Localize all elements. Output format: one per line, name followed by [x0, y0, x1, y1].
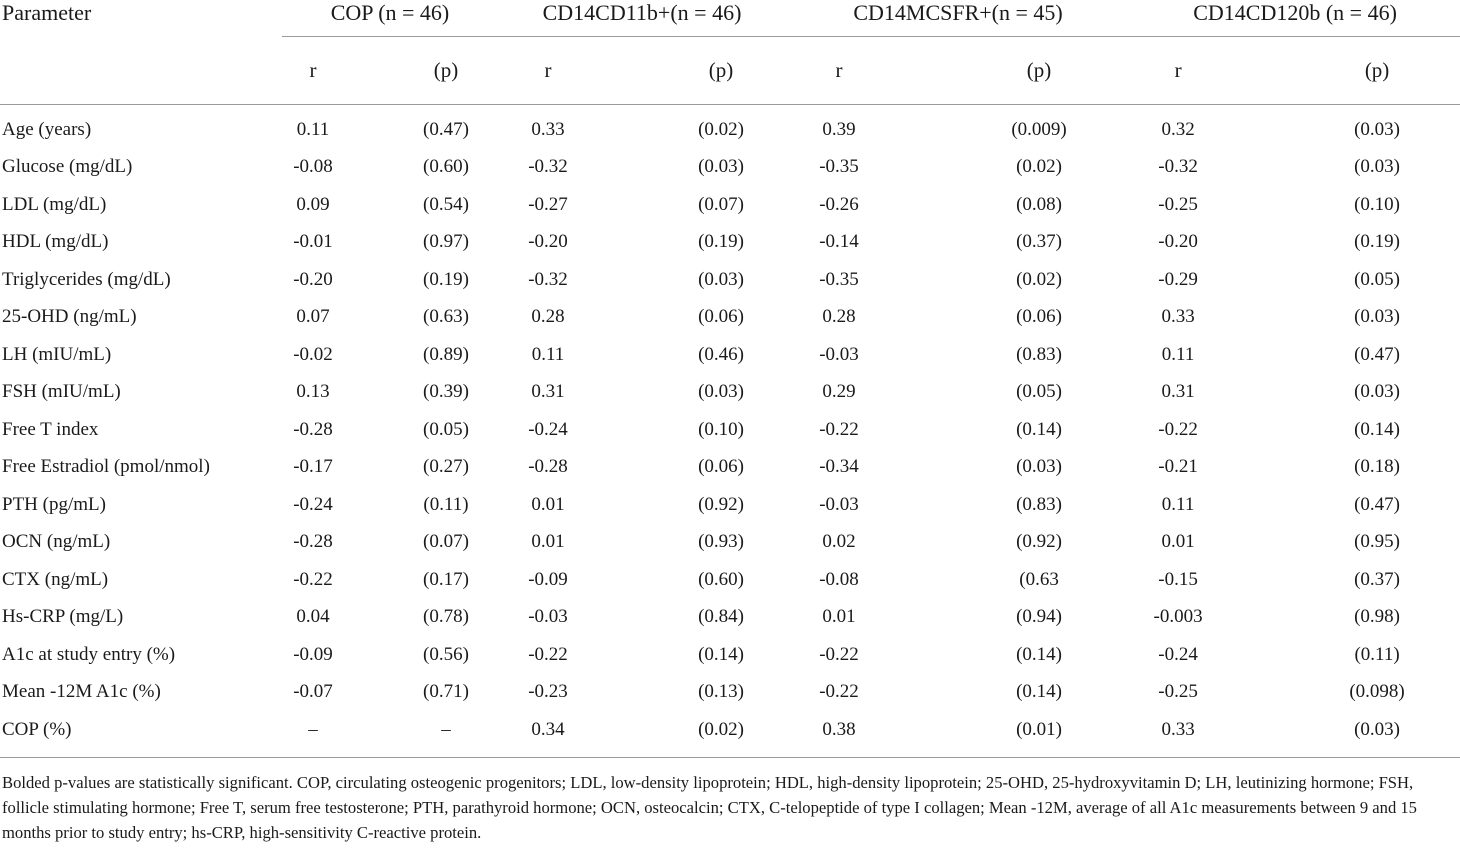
p-value: (0.93) [698, 531, 744, 553]
p-value: (0.02) [1016, 156, 1062, 178]
p-value: (0.14) [1016, 418, 1062, 440]
group-header-cd14cd11b [498, 0, 786, 36]
p-value: (0.01) [1016, 718, 1062, 740]
r-value: -0.24 [293, 493, 333, 515]
r-value: -0.22 [819, 681, 859, 703]
r-value: -0.02 [293, 343, 333, 365]
r-value: 0.04 [296, 606, 330, 628]
r-value: -0.17 [293, 456, 333, 478]
subheader-p: (p) [1026, 57, 1052, 82]
r-value: -0.24 [1158, 643, 1198, 665]
row-label: FSH (mIU/mL) [2, 381, 121, 403]
r-value: -0.32 [528, 156, 568, 178]
p-value: (0.10) [1354, 193, 1401, 215]
p-value: (0.02) [698, 118, 744, 140]
p-value: (0.46) [698, 343, 744, 365]
subheader-r: r [835, 57, 843, 82]
p-value: (0.98) [1354, 606, 1401, 628]
p-value: (0.14) [1016, 681, 1062, 703]
p-value: (0.07) [423, 531, 469, 553]
row-label: COP (%) [2, 718, 72, 740]
parameter-header: Parameter [2, 0, 92, 25]
r-value: -0.22 [819, 418, 859, 440]
p-value: (0.19) [1354, 231, 1401, 253]
r-value: -0.34 [819, 456, 859, 478]
r-value: 0.33 [1161, 306, 1195, 328]
r-value: -0.32 [528, 268, 568, 290]
r-value: -0.15 [1158, 568, 1198, 590]
r-value: 0.09 [296, 193, 330, 215]
p-value: (0.009) [1011, 118, 1067, 140]
p-value: (0.11) [1354, 643, 1400, 665]
p-value: (0.47) [1354, 493, 1401, 515]
r-value: 0.11 [296, 118, 330, 140]
r-value: -0.22 [293, 568, 333, 590]
group-title: CD14MCSFR+(n = 45) [853, 0, 1063, 25]
r-value: -0.20 [1158, 231, 1198, 253]
r-value: 0.01 [531, 531, 565, 553]
p-value: (0.03) [698, 156, 744, 178]
table-row [0, 599, 1460, 637]
p-value: (0.71) [423, 681, 469, 703]
p-value: (0.78) [423, 606, 469, 628]
r-value: -0.28 [293, 418, 333, 440]
p-value: (0.03) [1354, 118, 1401, 140]
table-row [0, 711, 1460, 757]
r-value: -0.08 [819, 568, 859, 590]
r-value: -0.29 [1158, 268, 1198, 290]
r-value: -0.03 [819, 343, 859, 365]
r-value: -0.24 [528, 418, 568, 440]
group-underline [1130, 36, 1460, 37]
r-value: 0.32 [1161, 118, 1195, 140]
table-row [0, 149, 1460, 187]
p-value: (0.83) [1016, 343, 1062, 365]
p-value: (0.39) [423, 381, 469, 403]
table-row [0, 561, 1460, 599]
r-value: 0.29 [822, 381, 856, 403]
p-value: (0.14) [1016, 643, 1062, 665]
r-value: -0.01 [293, 231, 333, 253]
r-value: -0.08 [293, 156, 333, 178]
p-value: (0.60) [423, 156, 469, 178]
table-row [0, 636, 1460, 674]
r-value: -0.26 [819, 193, 859, 215]
r-value: -0.20 [293, 268, 333, 290]
table-row [0, 449, 1460, 487]
r-value: -0.35 [819, 156, 859, 178]
r-value: 0.38 [822, 718, 856, 740]
p-value: (0.03) [698, 381, 744, 403]
group-title: COP (n = 46) [330, 0, 450, 25]
r-value: 0.28 [531, 306, 565, 328]
r-value: -0.25 [1158, 681, 1198, 703]
p-value: (0.97) [423, 231, 469, 253]
p-value: (0.47) [423, 118, 469, 140]
p-value: (0.06) [698, 456, 744, 478]
p-value: (0.27) [423, 456, 469, 478]
p-value: (0.05) [1016, 381, 1062, 403]
table-row [0, 105, 1460, 149]
r-value: -0.22 [819, 643, 859, 665]
subheader-r: r [309, 57, 317, 82]
group-title: CD14CD120b (n = 46) [1193, 0, 1397, 25]
table-row [0, 299, 1460, 337]
p-value: (0.94) [1016, 606, 1062, 628]
group-header-cd14cd120b [1130, 0, 1460, 36]
r-value: -0.28 [293, 531, 333, 553]
row-label: A1c at study entry (%) [2, 643, 176, 665]
r-value: -0.28 [528, 456, 568, 478]
table-row [0, 674, 1460, 712]
r-value: -0.03 [819, 493, 859, 515]
p-value: (0.03) [698, 268, 744, 290]
r-value: 0.11 [1161, 343, 1195, 365]
r-value: -0.14 [819, 231, 859, 253]
row-label: PTH (pg/mL) [2, 493, 106, 515]
table-row [0, 186, 1460, 224]
subheader-r: r [544, 57, 552, 82]
p-value: (0.63 [1019, 568, 1059, 590]
p-value: (0.47) [1354, 343, 1401, 365]
p-value: (0.03) [1016, 456, 1062, 478]
p-value: (0.17) [423, 568, 469, 590]
row-label: Free Estradiol (pmol/nmol) [2, 456, 210, 478]
p-value: (0.06) [1016, 306, 1062, 328]
r-value: -0.35 [819, 268, 859, 290]
r-value: 0.34 [531, 718, 565, 740]
r-value: 0.13 [296, 381, 330, 403]
table-header [0, 0, 1460, 105]
table-body [0, 105, 1460, 758]
p-value: (0.06) [698, 306, 744, 328]
row-label: LDL (mg/dL) [2, 193, 107, 215]
p-value: (0.95) [1354, 531, 1401, 553]
p-value: (0.07) [698, 193, 744, 215]
p-value: (0.37) [1354, 568, 1401, 590]
r-value: -0.20 [528, 231, 568, 253]
r-value: 0.11 [1161, 493, 1195, 515]
p-value: (0.08) [1016, 193, 1062, 215]
p-value: (0.92) [698, 493, 744, 515]
r-value: 0.39 [822, 118, 856, 140]
p-value: (0.19) [423, 268, 469, 290]
row-label: Glucose (mg/dL) [2, 156, 133, 178]
table-row [0, 261, 1460, 299]
p-value: (0.03) [1354, 306, 1401, 328]
row-label: LH (mIU/mL) [2, 343, 112, 365]
p-value: (0.92) [1016, 531, 1062, 553]
table-row [0, 486, 1460, 524]
r-value: -0.03 [528, 606, 568, 628]
r-value: -0.09 [528, 568, 568, 590]
p-value: (0.54) [423, 193, 469, 215]
p-value: (0.19) [698, 231, 744, 253]
row-label: HDL (mg/dL) [2, 231, 109, 253]
row-label: Triglycerides (mg/dL) [2, 268, 171, 290]
r-value: -0.32 [1158, 156, 1198, 178]
subheader-r: r [1174, 57, 1182, 82]
r-value: -0.22 [528, 643, 568, 665]
p-value: (0.83) [1016, 493, 1062, 515]
table-footnote: Bolded p-values are statistically significant. COP, circulating osteogenic progenitors; LDL, low-density lipoprotein; HDL, high-density lipoprotein; 25-OHD, 25-hydroxyvitamin D; LH, leutinizing hormone; FSH, follicle stimulating hormone; Free T, serum free testosterone; PTH, parathyroid hormone; OCN, osteocalcin; CTX, C-telopeptide of type I collagen; Mean -12M, average of all A1c measurements between 9 and 15 months prior to study entry; hs-CRP, high-sensitivity C-reactive protein. [2, 773, 1417, 842]
p-value: (0.56) [423, 643, 469, 665]
subheader-p: (p) [433, 57, 459, 82]
r-value: 0.01 [1161, 531, 1195, 553]
p-value: (0.02) [1016, 268, 1062, 290]
group-underline [282, 36, 498, 37]
p-value: (0.14) [698, 643, 744, 665]
p-value: (0.89) [423, 343, 469, 365]
p-value: (0.37) [1016, 231, 1062, 253]
r-value: -0.23 [528, 681, 568, 703]
row-label: Mean -12M A1c (%) [2, 681, 161, 703]
row-label: Age (years) [2, 118, 92, 140]
p-value: (0.05) [423, 418, 469, 440]
p-value: (0.63) [423, 306, 469, 328]
group-underline [786, 36, 1130, 37]
group-title: CD14CD11b+(n = 46) [542, 0, 742, 25]
row-label: Free T index [2, 418, 99, 440]
p-value: (0.02) [698, 718, 744, 740]
row-label: Hs-CRP (mg/L) [2, 606, 124, 628]
p-value: (0.18) [1354, 456, 1401, 478]
p-value: (0.05) [1354, 268, 1401, 290]
r-value: -0.07 [293, 681, 333, 703]
table-row [0, 374, 1460, 412]
row-label: OCN (ng/mL) [2, 531, 111, 553]
subheader-p: (p) [708, 57, 734, 82]
p-value: (0.13) [698, 681, 744, 703]
table-row [0, 224, 1460, 262]
r-value: 0.28 [822, 306, 856, 328]
p-value: (0.11) [423, 493, 469, 515]
r-value: 0.31 [1161, 381, 1195, 403]
row-label: CTX (ng/mL) [2, 568, 109, 590]
table-row [0, 411, 1460, 449]
group-header-cd14mcsfr [786, 0, 1130, 36]
subheader-p: (p) [1364, 57, 1390, 82]
r-value: -0.25 [1158, 193, 1198, 215]
p-value: (0.84) [698, 606, 744, 628]
r-value: 0.31 [531, 381, 565, 403]
r-value: 0.01 [822, 606, 856, 628]
group-header-cop [282, 0, 498, 36]
p-value: (0.098) [1349, 681, 1405, 703]
row-label: 25-OHD (ng/mL) [2, 306, 137, 328]
r-value: -0.21 [1158, 456, 1198, 478]
r-value: -0.003 [1153, 606, 1203, 628]
p-value: (0.03) [1354, 156, 1401, 178]
p-value: (0.14) [1354, 418, 1401, 440]
table-row [0, 336, 1460, 374]
r-value: – [308, 718, 318, 740]
table-row [0, 524, 1460, 562]
subheader-empty [0, 36, 282, 105]
p-value: (0.03) [1354, 718, 1401, 740]
p-value: (0.03) [1354, 381, 1401, 403]
p-value: – [441, 718, 451, 740]
r-value: 0.33 [1161, 718, 1195, 740]
r-value: -0.09 [293, 643, 333, 665]
r-value: -0.27 [528, 193, 568, 215]
r-value: 0.07 [296, 306, 330, 328]
r-value: 0.11 [531, 343, 565, 365]
p-value: (0.60) [698, 568, 744, 590]
r-value: 0.33 [531, 118, 565, 140]
p-value: (0.10) [698, 418, 744, 440]
r-value: 0.02 [822, 531, 856, 553]
r-value: 0.01 [531, 493, 565, 515]
group-underline [498, 36, 786, 37]
r-value: -0.22 [1158, 418, 1198, 440]
